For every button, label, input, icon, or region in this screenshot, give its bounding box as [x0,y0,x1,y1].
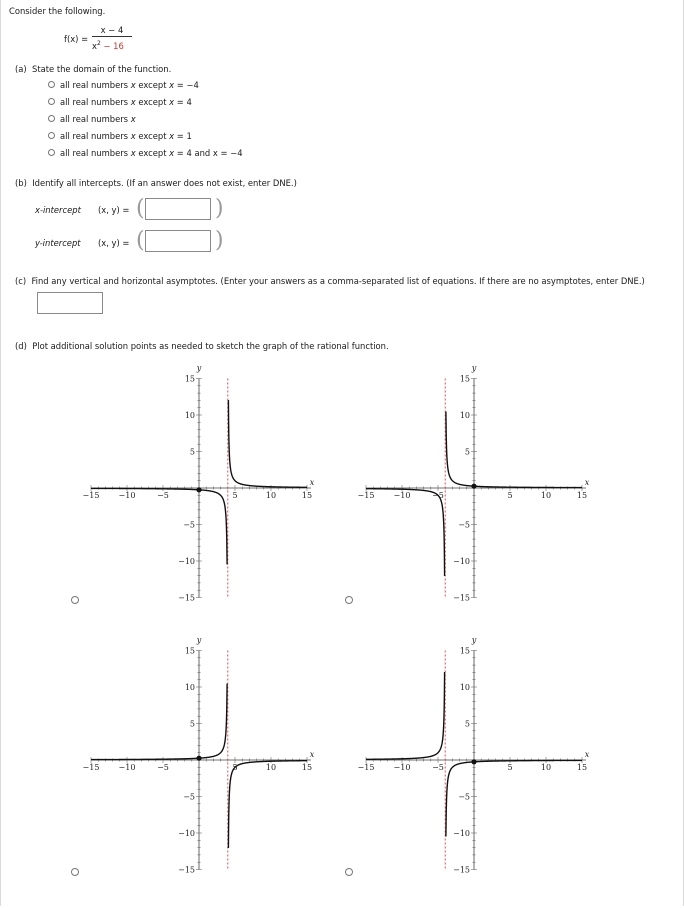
y-tick-label: −5 [183,520,195,530]
y-tick-label: −10 [178,557,195,566]
x-tick-label: −5 [157,763,169,772]
y-intercept-label: y-intercept [35,238,81,248]
y-tick-label: −5 [458,792,470,802]
function-numerator: x − 4 [100,25,124,35]
graph-option-3[interactable] [78,634,318,879]
x-tick-label: 10 [265,763,277,772]
y-tick-label: 15 [459,374,470,384]
y-tick-label: −15 [453,593,470,603]
y-axis-label: y [471,363,477,373]
x-tick-label: −15 [82,491,100,500]
x-axis-label: x [584,478,590,487]
intro-text: Consider the following. [9,6,106,16]
y-tick-label: 15 [184,646,195,656]
y-tick-label: −15 [178,593,195,603]
x-tick-label: −15 [82,763,100,772]
y-tick-label: 10 [459,683,470,692]
y-axis-label: y [196,363,202,373]
x-tick-label: 5 [507,763,513,772]
curve-left-branch [91,684,227,760]
x-tick-label: −5 [157,491,169,500]
y-tick-label: 5 [189,719,195,729]
y-intercept-point [196,756,201,761]
domain-option-5-radio[interactable] [48,149,55,156]
x-tick-label: 15 [301,763,313,772]
x-tick-label: 15 [576,763,588,772]
x-tick-label: 15 [576,491,588,500]
y-tick-label: −5 [183,792,195,802]
domain-option-1-label[interactable]: all real numbers x except x = −4 [60,80,199,90]
y-intercept-xy: (x, y) = [98,238,130,248]
y-tick-label: 15 [184,374,195,384]
x-tick-label: 5 [232,491,238,500]
y-tick-label: −10 [453,829,470,838]
part-a-label: (a) State the domain of the function. [15,64,172,74]
graph-option-2-radio[interactable] [345,596,353,604]
asymptotes-input[interactable] [37,292,103,314]
y-tick-label: 5 [464,719,470,729]
x-tick-label: −5 [432,763,444,772]
domain-option-5-label[interactable]: all real numbers x except x = 4 and x = −4 [60,148,243,158]
x-axis-label: x [309,478,315,487]
x-axis-label: x [584,750,590,759]
y-axis-label: y [471,635,477,645]
x-intercept-input[interactable] [145,198,211,220]
y-tick-label: 10 [459,411,470,420]
y-tick-label: 5 [464,447,470,457]
x-tick-label: −10 [393,763,411,772]
x-tick-label: −5 [432,491,444,500]
curve-left-branch [366,672,445,759]
y-axis-label: y [196,635,202,645]
domain-option-4-radio[interactable] [48,132,55,139]
function-lhs: f(x) = [64,34,89,44]
x-tick-label: −15 [357,763,375,772]
x-intercept-open-paren: ( [136,196,145,221]
x-tick-label: 5 [507,491,513,500]
curve-left-branch [366,489,445,576]
x-intercept-close-paren: ) [215,196,224,221]
x-tick-label: 5 [232,763,238,772]
y-tick-label: 15 [459,646,470,656]
y-intercept-open-paren: ( [136,228,145,253]
curve-right-branch [228,761,307,848]
y-tick-label: 10 [184,683,195,692]
graph-option-4[interactable] [353,634,593,879]
x-tick-label: −15 [357,491,375,500]
y-tick-label: −5 [458,520,470,530]
x-tick-label: 10 [265,491,277,500]
x-intercept-label: x-intercept [35,205,81,215]
part-b-label: (b) Identify all intercepts. (If an answer does not exist, enter DNE.) [15,178,297,188]
x-tick-label: −10 [393,491,411,500]
graph-option-2[interactable] [353,362,593,607]
domain-option-3-label[interactable]: all real numbers x [60,114,136,124]
x-intercept-xy: (x, y) = [98,205,130,215]
y-intercept-point [471,484,476,489]
y-tick-label: 10 [184,411,195,420]
x-tick-label: 10 [540,491,552,500]
graph-option-1[interactable] [78,362,318,607]
y-tick-label: −15 [178,865,195,875]
y-tick-label: −15 [453,865,470,875]
y-intercept-input[interactable] [145,230,211,252]
part-d-label: (d) Plot additional solution points as needed to sketch the graph of the rational function. [15,341,389,351]
fraction-bar [92,36,132,37]
domain-option-2-label[interactable]: all real numbers x except x = 4 [60,97,192,107]
part-c-label: (c) Find any vertical and horizontal asymptotes. (Enter your answers as a comma-separated list of equations. If there are no asymptotes, enter DNE.) [15,276,645,286]
x-tick-label: 15 [301,491,313,500]
y-intercept-close-paren: ) [215,228,224,253]
curve-right-branch [228,400,307,487]
y-intercept-point [196,487,201,492]
y-intercept-point [471,759,476,764]
domain-option-4-label[interactable]: all real numbers x except x = 1 [60,131,192,141]
x-tick-label: −10 [118,491,136,500]
domain-option-2-radio[interactable] [48,98,55,105]
y-tick-label: 5 [189,447,195,457]
y-tick-label: −10 [453,557,470,566]
function-denominator: $x^2 - 16$ [92,40,124,51]
x-tick-label: 10 [540,763,552,772]
x-axis-label: x [309,750,315,759]
domain-option-3-radio[interactable] [48,115,55,122]
y-tick-label: −10 [178,829,195,838]
x-tick-label: −10 [118,763,136,772]
graph-option-4-radio[interactable] [345,868,353,876]
domain-option-1-radio[interactable] [48,81,55,88]
